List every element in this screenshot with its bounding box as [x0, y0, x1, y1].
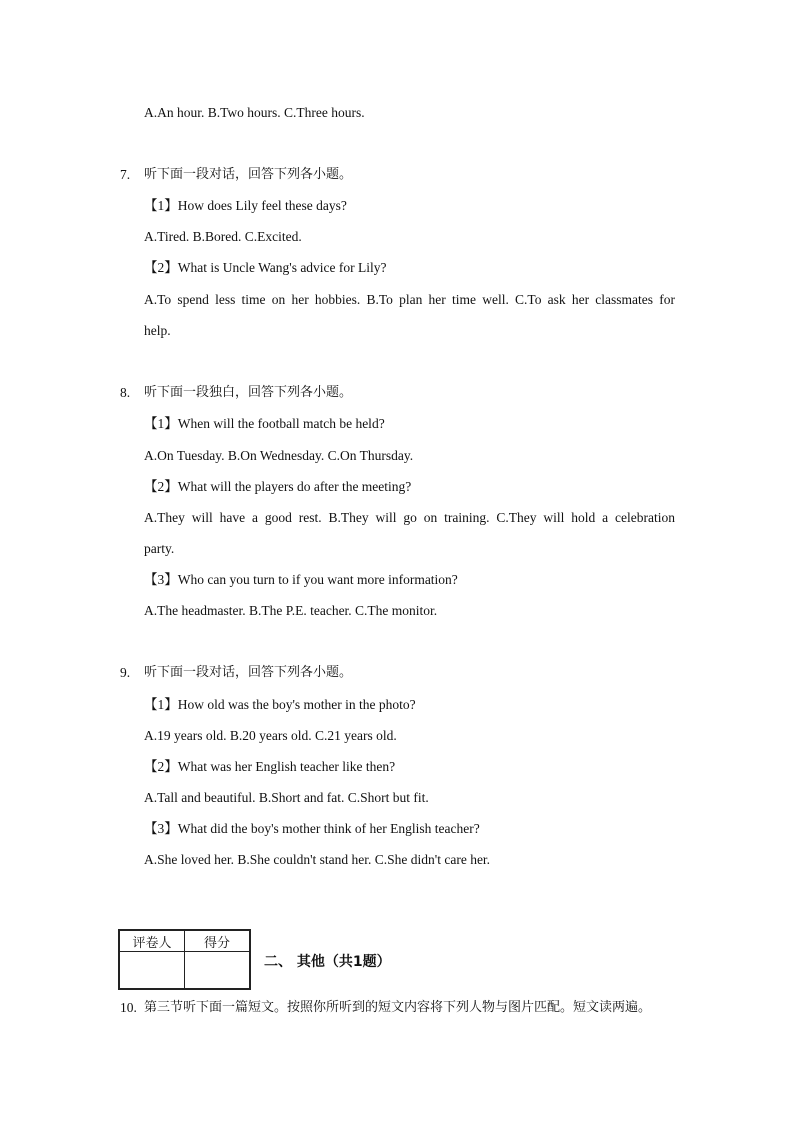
- q8-sub2-options-line1: A.They will have a good rest. B.They will go on training. C.They will hold a celebration: [144, 510, 675, 525]
- q7-stem: 听下面一段对话，回答下列各小题。: [144, 167, 353, 182]
- q7-sub2-options-line1: A.To spend less time on her hobbies. B.To plan her time well. C.To ask her classmates for: [144, 292, 675, 307]
- q9-number: 9.: [120, 665, 131, 680]
- q8-stem: 听下面一段独白，回答下列各小题。: [144, 385, 353, 400]
- section-title: 二、 其他（共1题）: [264, 954, 391, 970]
- q9-stem: 听下面一段对话，回答下列各小题。: [144, 665, 353, 680]
- q8-sub3-question: 【3】Who can you turn to if you want more information?: [144, 572, 458, 587]
- q9-sub3-question: 【3】What did the boy's mother think of her English teacher?: [144, 821, 480, 836]
- q8-sub2-question: 【2】What will the players do after the meeting?: [144, 479, 412, 494]
- q9-sub1-options: A.19 years old. B.20 years old. C.21 years old.: [144, 728, 397, 743]
- q10-number: 10.: [120, 1000, 137, 1015]
- q7-sub1-question: 【1】How does Lily feel these days?: [144, 198, 347, 213]
- q9-sub1-question: 【1】How old was the boy's mother in the photo?: [144, 697, 416, 712]
- q6-options: A.An hour. B.Two hours. C.Three hours.: [144, 105, 365, 120]
- q8-number: 8.: [120, 385, 131, 400]
- score-box-score-cell[interactable]: [185, 952, 251, 990]
- score-box-grader-cell[interactable]: [119, 952, 185, 990]
- q8-sub2-options-line2: party.: [144, 541, 175, 556]
- q7-sub2-question: 【2】What is Uncle Wang's advice for Lily?: [144, 260, 387, 275]
- q9-sub2-question: 【2】What was her English teacher like then?: [144, 759, 396, 774]
- q7-sub2-options-line2: help.: [144, 323, 171, 338]
- q8-sub3-options: A.The headmaster. B.The P.E. teacher. C.The monitor.: [144, 603, 438, 618]
- q7-sub1-options: A.Tired. B.Bored. C.Excited.: [144, 229, 302, 244]
- q10-text: 第三节听下面一篇短文。按照你所听到的短文内容将下列人物与图片匹配。短文读两遍。: [144, 1000, 652, 1015]
- q9-sub3-options: A.She loved her. B.She couldn't stand her. C.She didn't care her.: [144, 852, 491, 867]
- q7-number: 7.: [120, 167, 131, 182]
- score-box-grader-header: 评卷人: [119, 930, 185, 952]
- score-box-score-header: 得分: [185, 930, 251, 952]
- q8-sub1-options: A.On Tuesday. B.On Wednesday. C.On Thursday.: [144, 448, 414, 463]
- q8-sub1-question: 【1】When will the football match be held?: [144, 416, 385, 431]
- score-box: [118, 929, 251, 990]
- q9-sub2-options: A.Tall and beautiful. B.Short and fat. C.Short but fit.: [144, 790, 429, 805]
